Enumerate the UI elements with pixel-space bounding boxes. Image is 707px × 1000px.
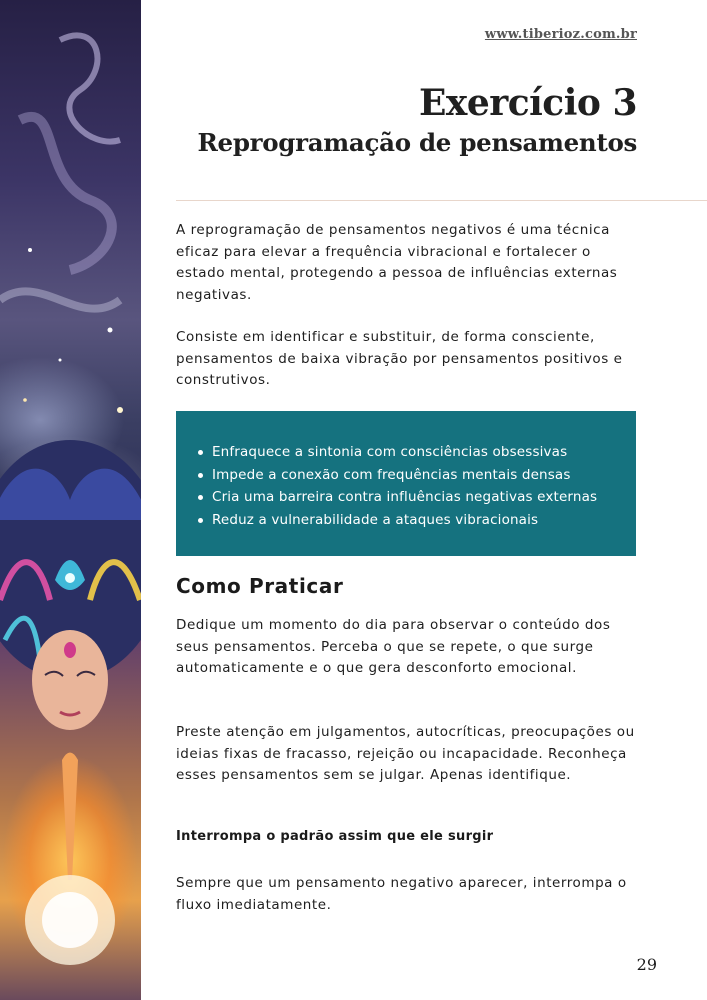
benefit-item: Cria uma barreira contra influências negativas externas [198, 486, 597, 509]
benefit-item: Reduz a vulnerabilidade a ataques vibracionais [198, 509, 597, 532]
intro-paragraph-1: A reprogramação de pensamentos negativos é uma técnica eficaz para elevar a frequência vibracional e fortalecer o estado mental, protegendo a pessoa de influências externas negativas. [176, 222, 618, 303]
meditating-woman-illustration [0, 0, 141, 1000]
page-number: 29 [636, 955, 657, 974]
page-title: Exercício 3 [418, 82, 637, 124]
benefit-item: Enfraquece a sintonia com consciências obsessivas [198, 441, 597, 464]
practice-paragraph-3: Sempre que um pensamento negativo aparecer, interrompa o fluxo imediatamente. [176, 875, 627, 913]
panel-divider [141, 0, 143, 1000]
benefits-box [176, 411, 636, 556]
header-divider [176, 200, 707, 201]
benefit-item: Impede a conexão com frequências mentais densas [198, 464, 597, 487]
practice-bold-instruction: Interrompa o padrão assim que ele surgir [176, 829, 494, 844]
side-illustration [0, 0, 141, 1000]
intro-paragraph-2: Consiste em identificar e substituir, de forma consciente, pensamentos de baixa vibração por pensamentos positivos e construtivos. [176, 329, 623, 388]
practice-paragraph-2: Preste atenção em julgamentos, autocríticas, preocupações ou ideias fixas de fracasso, rejeição ou incapacidade. Reconheça esses pensamentos sem se julgar. Apenas identifique. [176, 724, 635, 783]
page-subtitle: Reprogramação de pensamentos [197, 128, 637, 157]
site-url-link[interactable]: www.tiberioz.com.br [484, 27, 637, 42]
practice-paragraph-1: Dedique um momento do dia para observar o conteúdo dos seus pensamentos. Perceba o que se repete, o que surge automaticamente e o que gera desconforto emocional. [176, 617, 611, 676]
section-heading-como-praticar: Como Praticar [176, 574, 344, 598]
benefits-list [198, 441, 597, 531]
